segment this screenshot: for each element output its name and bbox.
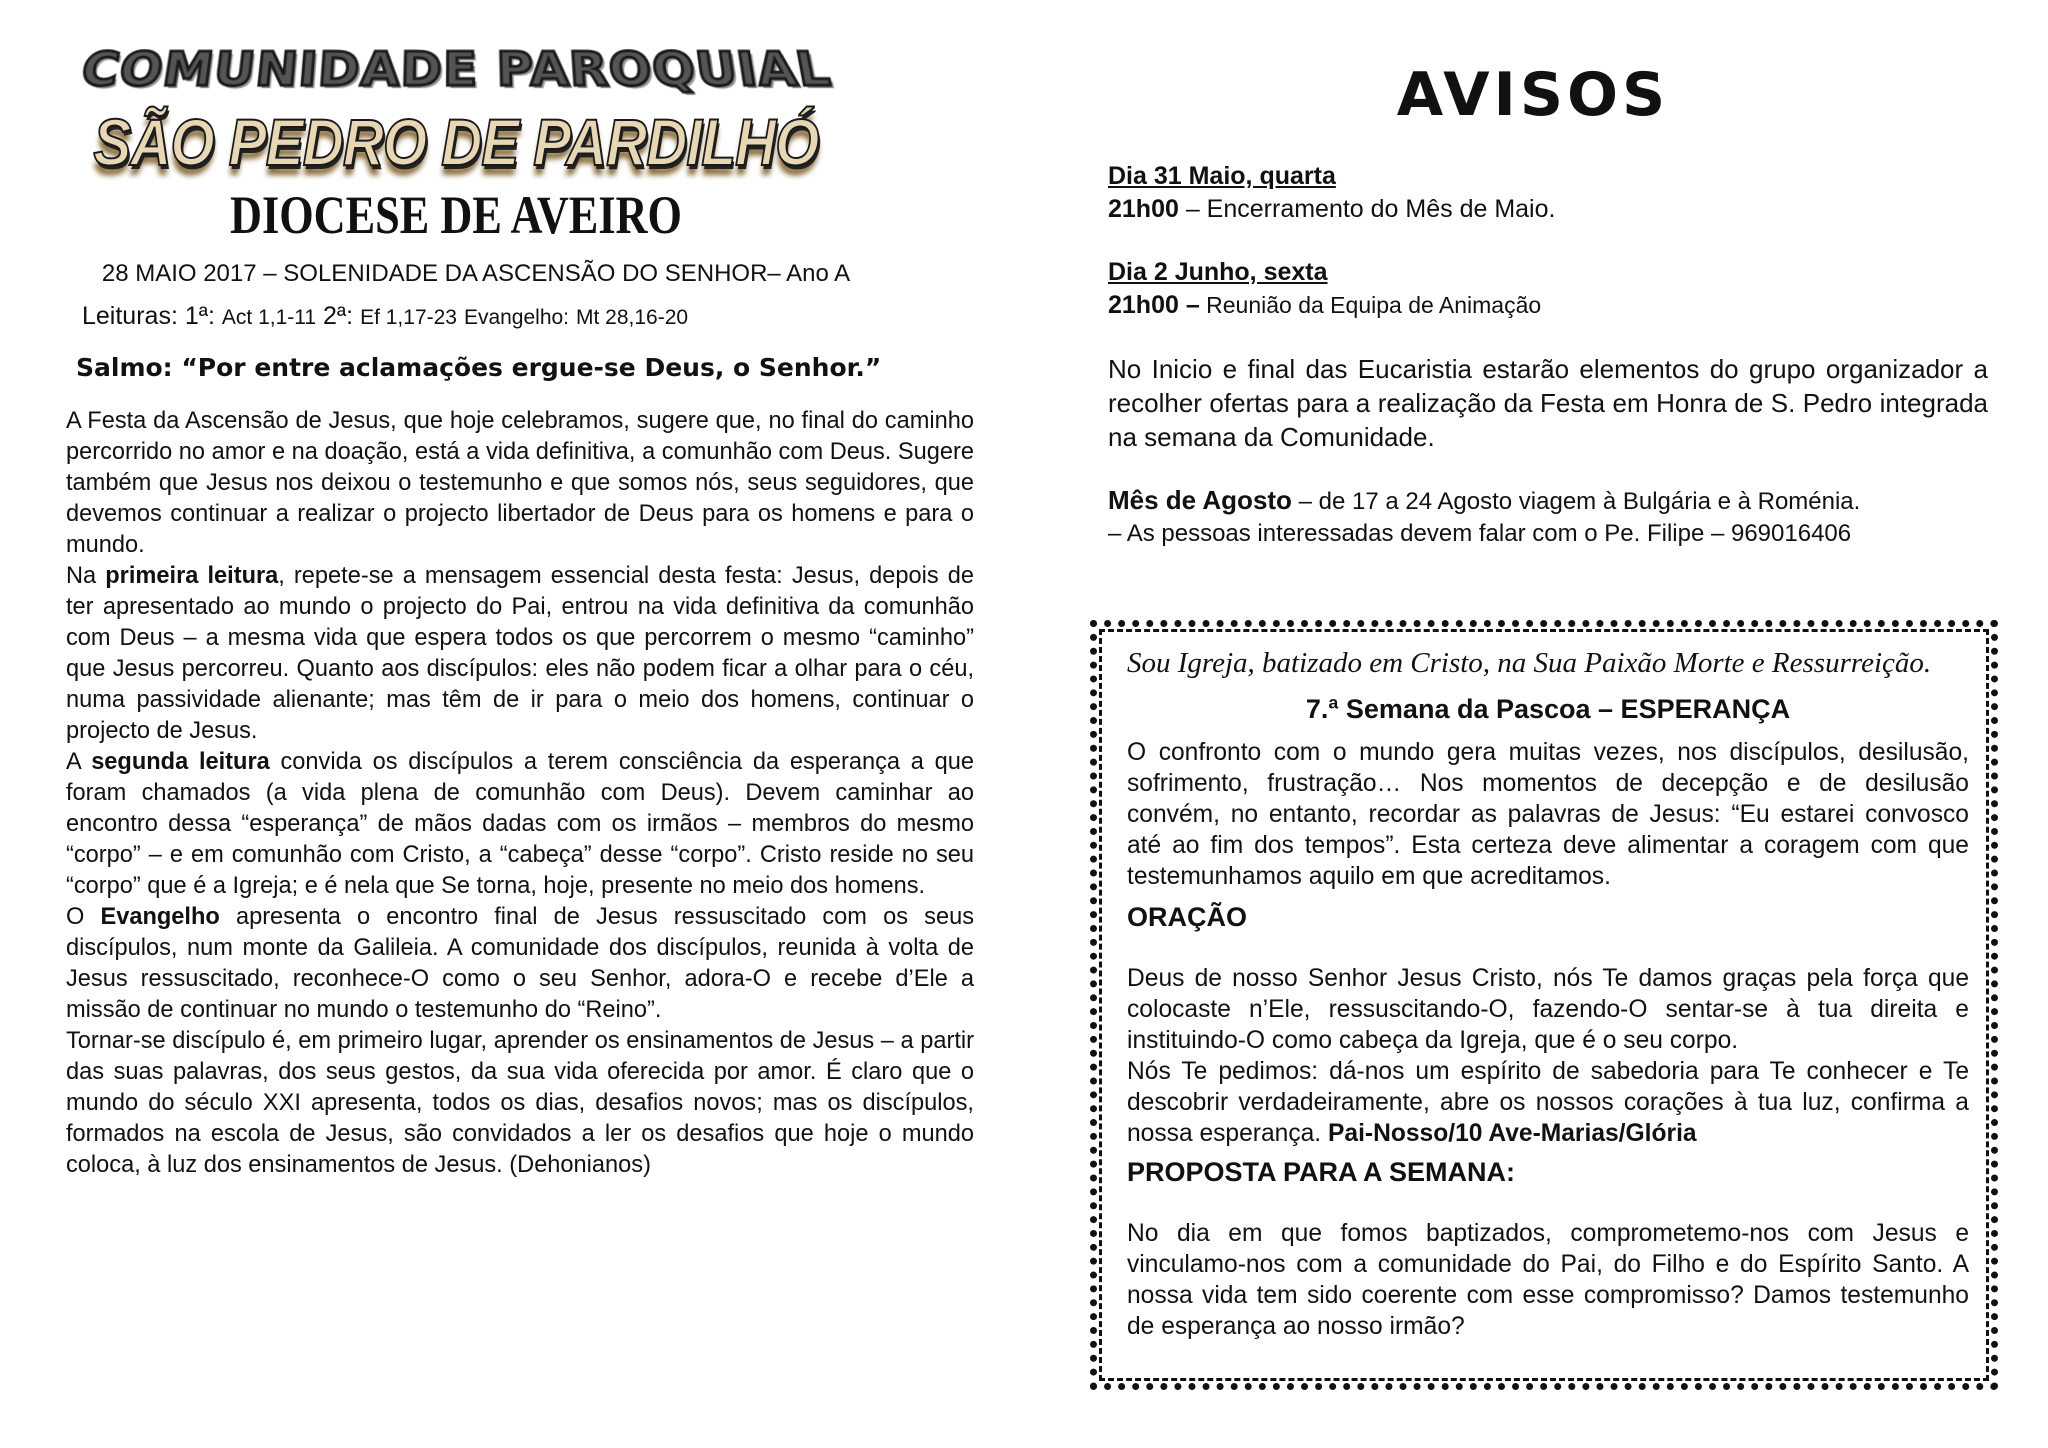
text-run: O [66,904,101,930]
trip-contact: – As pessoas interessadas devem falar com o Pe. Filipe – 969016406 [1108,520,1852,547]
second-reading: Ef 1,17-23 [360,306,457,329]
motto: Sou Igreja, batizado em Cristo, na Sua Paixão Morte e Ressurreição. [1127,647,1932,679]
gospel-label: Evangelho: [463,306,570,329]
date-line: 28 MAIO 2017 – SOLENIDADE DA ASCENSÃO DO SENHOR– Ano A [101,260,851,287]
aviso-text: – Encerramento do Mês de Maio. [1178,195,1556,223]
avisos-title: AVISOS [1396,60,1670,130]
aviso-item [1108,160,1988,226]
aviso-item [1108,256,1988,322]
reflection-paragraph: A Festa da Ascensão de Jesus, que hoje celebramos, sugere que, no final do caminho percorrido no amor e na doação, está a vida definitiva, a comunhão com Deus. Sugere também que Jesus nos deixou o testemunho e que somos nós, seus seguidores, que devemos continuar a realizar o projecto libertador de Deus para os homens e para o mundo. [66,408,974,558]
first-reading: Act 1,1-11 [221,306,317,329]
text-run: apresenta o encontro final de Jesus ressuscitado com os seus discípulos, num monte da Galileia. A comunidade dos discípulos, reunida à volta de Jesus ressuscitado, reconhece-O como o seu Senhor, adora-O e recebe d’Ele a missão de continuar no mundo o testemunho do “Reino”. [66,904,974,1023]
parish-name: SÃO PEDRO DE PARDILHÓ [93,105,819,179]
second-reading-emphasis: segunda leitura [91,749,270,775]
trip-label: Mês de Agosto [1108,485,1292,515]
trip-notice [1108,484,1988,550]
trip-text: – de 17 a 24 Agosto viagem à Bulgária e à Roménia. [1291,488,1861,515]
prayer-closing: Pai-Nosso/10 Ave-Marias/Glória [1327,1120,1697,1147]
second-reading-label: 2ª: [323,302,354,330]
gospel-reading: Mt 28,16-20 [575,306,689,329]
readings-label: Leituras: 1ª: [82,302,215,330]
readings-line [82,302,974,331]
text-run: A [66,749,92,775]
aviso-text: Reunião da Equipa de Animação [1199,292,1542,318]
diocese-name: DIOCESE DE AVEIRO [230,185,682,245]
aviso-day: Dia 2 Junho, sexta [1108,258,1328,286]
prayer-paragraph [1127,1056,1969,1149]
collection-notice: No Inicio e final das Eucaristia estarão elementos do grupo organizador a recolher ofertas para a realização da Festa em Honra de S. Pedro integrada na semana da Comunidade. [1108,354,1988,452]
aviso-day: Dia 31 Maio, quarta [1108,162,1336,190]
prayer-title: ORAÇÃO [1127,902,1247,932]
proposal-text: No dia em que fomos baptizados, comprometemo-nos com Jesus e vinculamo-nos com a comunidade do Pai, do Filho e do Espírito Santo. A nossa vida tem sido coerente com esse compromisso? Damos testemunho de esperança ao nosso irmão? [1127,1220,1969,1340]
reflection-paragraph [66,902,974,1026]
left-column [66,40,974,1181]
right-column [1108,60,1988,580]
text-run: Nós Te pedimos: dá-nos um espírito de sabedoria para Te conhecer e Te descobrir verdadeiramente, abre os nossos corações à tua luz, confirma a nossa esperança. [1127,1058,1969,1147]
prayer-paragraph: Deus de nosso Senhor Jesus Cristo, nós Te damos graças pela força que colocaste n’Ele, ressuscitando-O, fazendo-O sentar-se à tua direita e instituindo-O como cabeça da Igreja, que é o seu corpo. [1127,965,1969,1054]
reflection-paragraph [66,747,974,902]
first-reading-emphasis: primeira leitura [105,563,279,589]
week-intro: O confronto com o mundo gera muitas vezes, nos discípulos, desilusão, sofrimento, frustração… Nos momentos de decepção e de desilusão convém, no entanto, recordar as palavras de Jesus: “Eu estarei convosco até ao fim dos tempos”. Esta certeza deve alimentar a coragem com que testemunhamos aquilo em que acreditamos. [1127,739,1969,890]
reflection-paragraph [66,561,974,747]
week-title: 7.ª Semana da Pascoa – ESPERANÇA [1305,694,1791,724]
proposal-title: PROPOSTA PARA A SEMANA: [1127,1157,1516,1187]
gospel-emphasis: Evangelho [100,904,220,930]
reflection-box [1090,620,1998,1390]
aviso-time: 21h00 – [1108,291,1200,319]
reflection-paragraph: Tornar-se discípulo é, em primeiro lugar, aprender os ensinamentos de Jesus – a partir das suas palavras, dos seus gestos, da sua vida oferecida por amor. É claro que o mundo do século XXI apresenta, todos os dias, desafios novos; mas os discípulos, formados na escola de Jesus, são convidados a ler os desafios que hoje o mundo coloca, à luz dos ensinamentos de Jesus. (Dehonianos) [66,1028,974,1178]
text-run: convida os discípulos a terem consciência da esperança a que foram chamados (a vida plena de comunhão com Deus). Devem caminhar ao encontro dessa “esperança” de mãos dadas com os irmãos – membros do mesmo “corpo” – e em comunhão com Cristo, a “cabeça” desse “corpo”. Cristo reside no seu “corpo” que é a Igreja; e é nela que Se torna, hoje, presente no meio dos homens. [66,749,974,899]
community-title: COMUNIDADE PAROQUIAL [76,41,836,97]
text-run: , repete-se a mensagem essencial desta festa: Jesus, depois de ter apresentado ao mundo o projecto do Pai, entrou na vida definitiva da comunhão com Deus – a mesma vida que espera todos os que percorrem o mesmo “caminho” que Jesus percorreu. Quanto aos discípulos: eles não podem ficar a olhar para o céu, numa passividade alienante; mas têm de ir para o meio dos homens, continuar o projecto de Jesus. [66,563,974,744]
aviso-time: 21h00 [1108,195,1179,223]
text-run: Na [66,563,106,589]
psalm-line: Salmo: “Por entre aclamações ergue-se Deus, o Senhor.” [76,353,882,382]
reflection-text [66,406,974,1181]
